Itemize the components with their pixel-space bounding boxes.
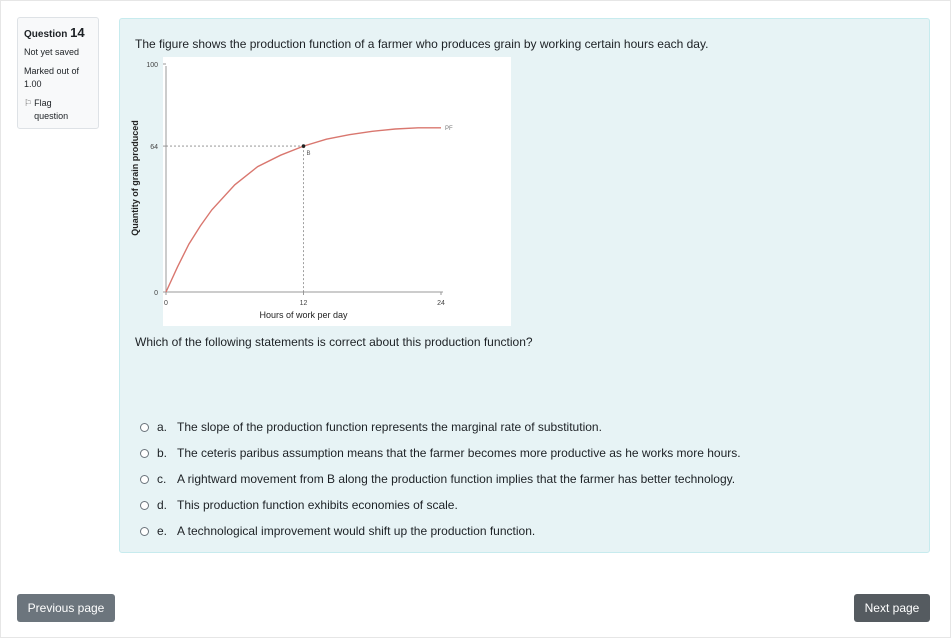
answer-option-d[interactable]: d. This production function exhibits economies of scale. (140, 492, 741, 518)
radio-button[interactable] (140, 475, 149, 484)
radio-button[interactable] (140, 527, 149, 536)
answer-options (140, 414, 741, 544)
flag-label: Flag question (34, 98, 69, 121)
question-number-heading (24, 25, 92, 40)
question-label: Question (24, 29, 68, 40)
answer-text: A rightward movement from B along the production function implies that the farmer has better technology. (177, 472, 736, 486)
y-tick-label: 100 (146, 62, 158, 69)
y-tick-label: 64 (150, 144, 158, 152)
radio-button[interactable] (140, 449, 149, 458)
x-axis-label: Hours of work per day (259, 310, 348, 320)
next-page-button[interactable]: Next page (854, 594, 930, 622)
answer-option-a[interactable]: a. The slope of the production function represents the marginal rate of substitution. (140, 414, 741, 440)
mark-info (24, 65, 92, 91)
answer-text: The slope of the production function represents the marginal rate of substitution. (177, 420, 602, 434)
question-content (119, 18, 930, 553)
flag-question-link[interactable] (24, 97, 92, 123)
y-tick-label: 0 (154, 290, 158, 297)
previous-page-button[interactable]: Previous page (17, 594, 115, 622)
answer-text: The ceteris paribus assumption means that the farmer becomes more productive as he works more hours. (177, 446, 741, 460)
point-b-label: B (306, 151, 311, 158)
point-b-marker (302, 144, 306, 148)
question-info-panel (17, 17, 99, 129)
x-tick-label: 0 (164, 300, 168, 307)
radio-button[interactable] (140, 423, 149, 432)
production-function-figure (130, 57, 511, 326)
answer-option-e[interactable]: e. A technological improvement would shift up the production function. (140, 518, 741, 544)
question-text: The figure shows the production function of a farmer who produces grain by working certain hours each day. (135, 37, 709, 51)
answer-option-b[interactable]: b. The ceteris paribus assumption means that the farmer becomes more productive as he works more hours. (140, 440, 741, 466)
radio-button[interactable] (140, 501, 149, 510)
question-prompt: Which of the following statements is correct about this production function? (135, 335, 533, 349)
production-function-chart (130, 57, 511, 326)
answer-text: This production function exhibits economies of scale. (177, 498, 458, 512)
marked-out-of-label: Marked out of (24, 66, 80, 76)
answer-text: A technological improvement would shift up the production function. (177, 524, 536, 538)
pf-series-label: PF (445, 125, 453, 132)
x-tick-label: 24 (437, 300, 445, 307)
save-status: Not yet saved (24, 47, 80, 57)
y-axis-label: Quantity of grain produced (130, 120, 140, 236)
flag-icon: ⚐ (24, 98, 33, 108)
question-number: 14 (70, 25, 85, 40)
x-tick-label: 12 (299, 300, 308, 307)
answer-option-c[interactable]: c. A rightward movement from B along the production function implies that the farmer has better technology. (140, 466, 741, 492)
mark-value: 1.00 (24, 79, 42, 89)
